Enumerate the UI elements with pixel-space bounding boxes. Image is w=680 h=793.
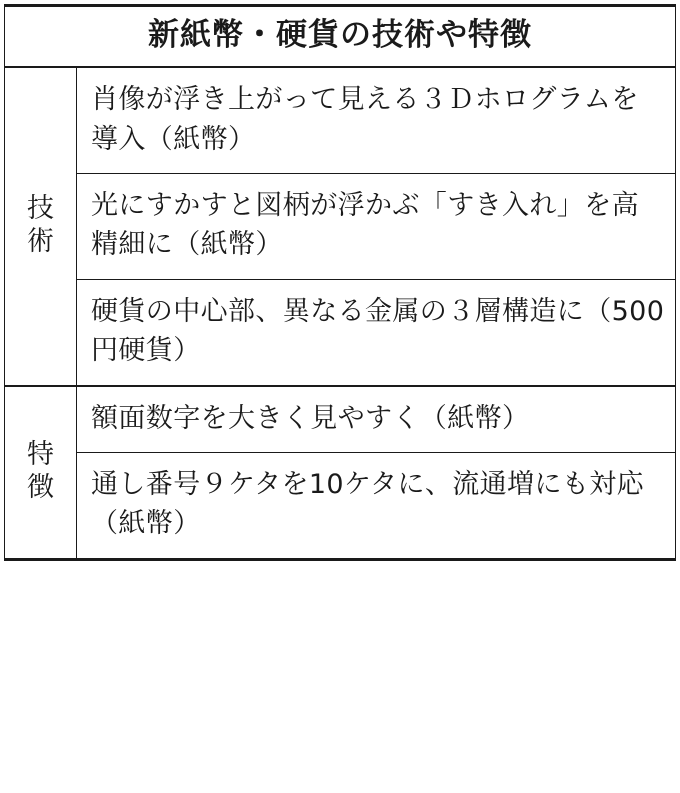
table-title-row — [5, 6, 676, 68]
category-label: 技術 — [27, 193, 54, 258]
table-row — [5, 453, 676, 560]
table-row — [5, 67, 676, 173]
item-cell: 肖像が浮き上がって見える３Ｄホログラムを導入（紙幣） — [91, 84, 639, 155]
item-cell: 光にすかすと図柄が浮かぶ「すき入れ」を高精細に（紙幣） — [77, 174, 676, 280]
category-cell-technology — [5, 67, 77, 385]
category-label: 特徴 — [27, 439, 54, 504]
category-cell-characteristics — [5, 386, 77, 560]
table-row — [5, 386, 676, 453]
item-cell: 額面数字を大きく見やすく（紙幣） — [77, 386, 676, 453]
table-row — [5, 174, 676, 280]
item-cell: 硬貨の中心部、異なる金属の３層構造に（500円硬貨） — [77, 279, 676, 385]
item-cell: 通し番号９ケタを10ケタに、流通増にも対応（紙幣） — [77, 453, 676, 560]
table-title: 新紙幣・硬貨の技術や特徴 — [5, 6, 676, 68]
features-table — [4, 4, 676, 561]
table-row — [5, 279, 676, 385]
